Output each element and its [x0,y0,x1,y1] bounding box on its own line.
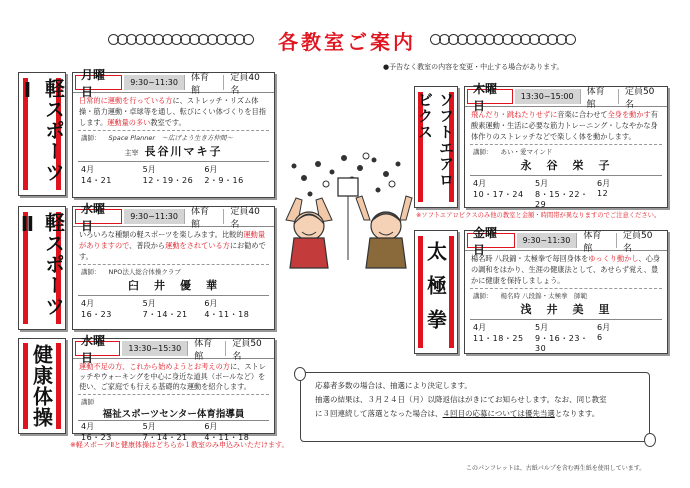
ring-border-right [430,34,574,46]
aerobics-fee-note: ※ソフトエアロビクスのみ他の教室と金額・時間帯が異なりますのでご注意ください。 [416,212,661,219]
schedule-months: 4月 5月 6月 [81,299,218,309]
application-note: ※軽スポーツⅡと健康体操はどちらか１教室のみ申込みいただけます。 [70,441,289,449]
class-card-tai-chi [464,225,668,354]
class-card-light-sports-1 [72,67,275,198]
class-card-soft-aerobics [464,81,668,210]
side-label-light-sports-1: 軽スポーツⅠ [18,72,66,196]
instructor-org: 講師： NPO法人総合体操クラブ [81,268,181,277]
schedule-months: 4月 5月 6月 [473,323,611,333]
lottery-line-3: に３回連続して落選となった場合は、４回目の応募については優先当選となります。 [315,408,600,418]
class-card-health-exercise [72,333,275,443]
room: 体育館 [184,209,223,224]
instructor-org: 講師： Space Planner 〜広げよう生き方仲間〜 [81,134,233,143]
time-slot: 13:30~15:30 [122,341,187,356]
class-description: 日常的に運動を行っている方に、ストレッチ・リズム体操・筋力運動・卓球等を通し、転びにくい体づくりを目指します。運動量の多い教室です。 [79,96,266,127]
schedule-months: 4月 5月 6月 [81,165,218,175]
day-badge: 水曜日 [75,341,120,356]
class-description: 運動不足の方、これから始めようとお考えの方に、ストレッチやウォーキングを中心に身近な道具（ボールなど）を使い、ご家庭でも行える基礎的な運動を紹介します。 [79,362,266,392]
change-notice: ●予告なく教室の内容を変更・中止する場合があります。 [383,63,564,71]
instructor-label: 講師 [81,398,94,407]
day-badge: 金曜日 [467,233,515,248]
recycled-paper-note: このパンフレットは、古紙パルプを含む再生紙を使用しています。 [466,465,646,472]
day-badge: 水曜日 [75,209,122,224]
schedule-dates: 14・21 12・19・26 2・9・16 [81,176,244,186]
day-badge: 木曜日 [467,89,513,104]
person-left [286,198,332,268]
schedule-months: 4月 5月 6月 [81,422,218,432]
lottery-line-1: 応募者多数の場合は、抽選により決定します。 [315,381,472,390]
time-slot: 13:30~15:00 [515,89,580,104]
class-description: 飛んだり・跳ねたりせずに音楽に合わせて全身を動かす有酸素運動・生活に必要な筋力トレーニング・しなやかな身体作りのストレッチなどで楽しく体を動かします。 [471,110,658,141]
instructor-name: 永 谷 栄 子 [520,159,612,173]
time-slot: 9:30~11:30 [517,233,577,248]
time-slot: 9:30~11:30 [124,75,184,90]
lottery-notice [300,372,650,442]
bean-masu-box [338,178,358,260]
person-right [356,196,412,268]
side-label-tai-chi: 太極拳 [414,230,458,354]
room: 体育館 [187,341,225,356]
schedule-dates: 16・23 7・14・21 4・11・18 [81,433,250,443]
time-slot: 9:30~11:30 [124,209,184,224]
instructor-name: 臼 井 優 華 [128,279,219,293]
elderly-couple-illustration [282,150,414,270]
capacity: 定員50名 [616,233,667,248]
instructor-name: 福祉スポーツセンター体育指導員 [102,409,245,421]
class-card-light-sports-2 [72,201,275,330]
room: 体育館 [184,75,223,90]
ring-border-left [108,34,252,46]
class-description: 楊名時 八段錦・太極拳で毎回身体をゆっくり動かし、心身の調和をはかり、生涯の健康法として、あせらず覚え、豊かに健康を保持しましょう。 [471,254,661,285]
instructor-name: 主宰 長谷川マキ子 [124,145,223,159]
instructor-org: 講師： 楊名時 八段錦・太極拳 師範 [473,292,588,301]
room: 体育館 [580,89,618,104]
capacity: 定員40名 [223,75,274,90]
capacity: 定員50名 [618,89,667,104]
lottery-line-2: 抽選の結果は、３月２４日（月）以降返信はがきにてお知らせします。なお、同じ教室 [315,394,607,404]
room: 体育館 [576,233,616,248]
side-label-health-exercise: 健康体操 [18,338,66,434]
capacity: 定員50名 [225,341,274,356]
instructor-org: 講師： あい・愛マインド [473,148,553,157]
day-badge: 月曜日 [75,75,122,90]
side-label-soft-aerobics: ソフトエアロビクス [414,86,458,208]
page-title: 各教室ご案内 [278,30,416,54]
schedule-months: 4月 5月 6月 [473,179,611,189]
side-label-light-sports-2: 軽スポーツⅡ [18,206,66,330]
class-description: いろいろな種類の軽スポーツを楽しみます。比較的運動量がありますので、普段から運動をされている方にお勧めです。 [79,230,266,261]
schedule-dates: 10・17・24 8・15・22・29 12 [473,189,609,210]
capacity: 定員40名 [223,209,274,224]
instructor-name: 浅 井 美 里 [520,303,612,317]
schedule-dates: 11・18・25 9・16・23・30 6 [473,333,603,354]
schedule-dates: 16・23 7・14・21 4・11・18 [81,310,250,320]
